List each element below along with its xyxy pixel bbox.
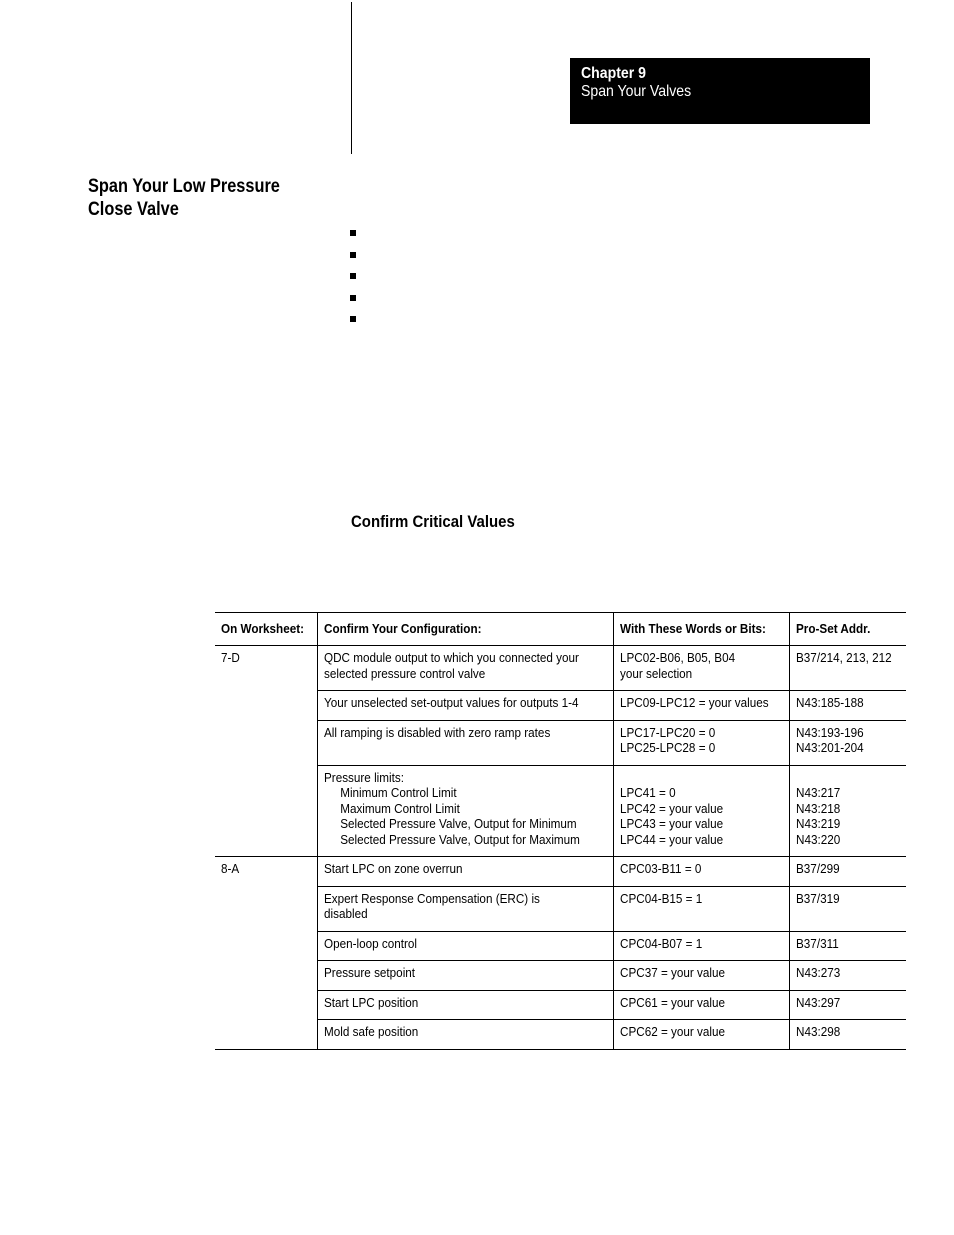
table-row xyxy=(215,931,906,961)
cell-address: N43:185-188 xyxy=(789,691,906,721)
cell-configuration: Start LPC on zone overrun xyxy=(318,857,613,887)
cell-configuration: QDC module output to which you connected your selected pressure control valve xyxy=(318,646,613,691)
cell-words-bits: LPC02-B06, B05, B04 your selection xyxy=(613,646,789,691)
cell-configuration: Start LPC position xyxy=(318,990,613,1020)
cell-worksheet: 7-D xyxy=(215,646,318,857)
table-row xyxy=(215,1020,906,1050)
table-row xyxy=(215,691,906,721)
cell-address: N43:297 xyxy=(789,990,906,1020)
cell-words-bits: CPC03-B11 = 0 xyxy=(613,857,789,887)
chapter-title: Span Your Valves xyxy=(581,83,692,100)
cell-address: N43:193-196 N43:201-204 xyxy=(789,720,906,765)
section-title-line2: Close Valve xyxy=(88,199,179,220)
table-header-row xyxy=(215,613,906,646)
bullet-marker-icon xyxy=(350,230,356,236)
bullet-marker-icon xyxy=(350,273,356,279)
chapter-header xyxy=(570,58,870,124)
cell-words-bits: LPC17-LPC20 = 0 LPC25-LPC28 = 0 xyxy=(613,720,789,765)
cell-address: N43:273 xyxy=(789,961,906,991)
section-title-line1: Span Your Low Pressure xyxy=(88,176,280,197)
chapter-label: Chapter 9 xyxy=(581,65,646,82)
column-header-configuration: Confirm Your Configuration: xyxy=(318,613,613,646)
cell-worksheet: 8-A xyxy=(215,857,318,1050)
bullet-marker-icon xyxy=(350,252,356,258)
cell-words-bits: CPC37 = your value xyxy=(613,961,789,991)
cell-configuration: Open-loop control xyxy=(318,931,613,961)
cell-configuration: Pressure setpoint xyxy=(318,961,613,991)
cell-words-bits: CPC04-B07 = 1 xyxy=(613,931,789,961)
table-row xyxy=(215,886,906,931)
table-row xyxy=(215,990,906,1020)
cell-address: B37/311 xyxy=(789,931,906,961)
column-header-words-bits: With These Words or Bits: xyxy=(613,613,789,646)
cell-words-bits: LPC09-LPC12 = your values xyxy=(613,691,789,721)
section-title xyxy=(88,175,280,221)
column-header-address: Pro-Set Addr. xyxy=(789,613,906,646)
bullet-list xyxy=(350,230,356,338)
cell-configuration: All ramping is disabled with zero ramp rates xyxy=(318,720,613,765)
cell-address: B37/319 xyxy=(789,886,906,931)
cell-words-bits: LPC41 = 0 LPC42 = your value LPC43 = your value LPC44 = your value xyxy=(613,765,789,857)
confirm-values-table xyxy=(215,612,906,1050)
subsection-title: Confirm Critical Values xyxy=(351,512,515,531)
bullet-marker-icon xyxy=(350,316,356,322)
cell-words-bits: CPC62 = your value xyxy=(613,1020,789,1050)
table-row xyxy=(215,857,906,887)
cell-configuration: Expert Response Compensation (ERC) is disabled xyxy=(318,886,613,931)
cell-configuration: Mold safe position xyxy=(318,1020,613,1050)
cell-configuration: Your unselected set-output values for outputs 1-4 xyxy=(318,691,613,721)
table-row xyxy=(215,765,906,857)
cell-configuration: Pressure limits: Minimum Control Limit Maximum Control Limit Selected Pressure Valve, Output for Minimum Selected Pressure Valve, Output for Maximum xyxy=(318,765,613,857)
table-row xyxy=(215,646,906,691)
cell-address: B37/299 xyxy=(789,857,906,887)
table-row xyxy=(215,961,906,991)
cell-address: N43:217 N43:218 N43:219 N43:220 xyxy=(789,765,906,857)
bullet-marker-icon xyxy=(350,295,356,301)
cell-address: B37/214, 213, 212 xyxy=(789,646,906,691)
cell-address: N43:298 xyxy=(789,1020,906,1050)
header-vertical-rule xyxy=(351,2,352,154)
cell-words-bits: CPC61 = your value xyxy=(613,990,789,1020)
cell-words-bits: CPC04-B15 = 1 xyxy=(613,886,789,931)
table-row xyxy=(215,720,906,765)
column-header-worksheet: On Worksheet: xyxy=(215,613,318,646)
